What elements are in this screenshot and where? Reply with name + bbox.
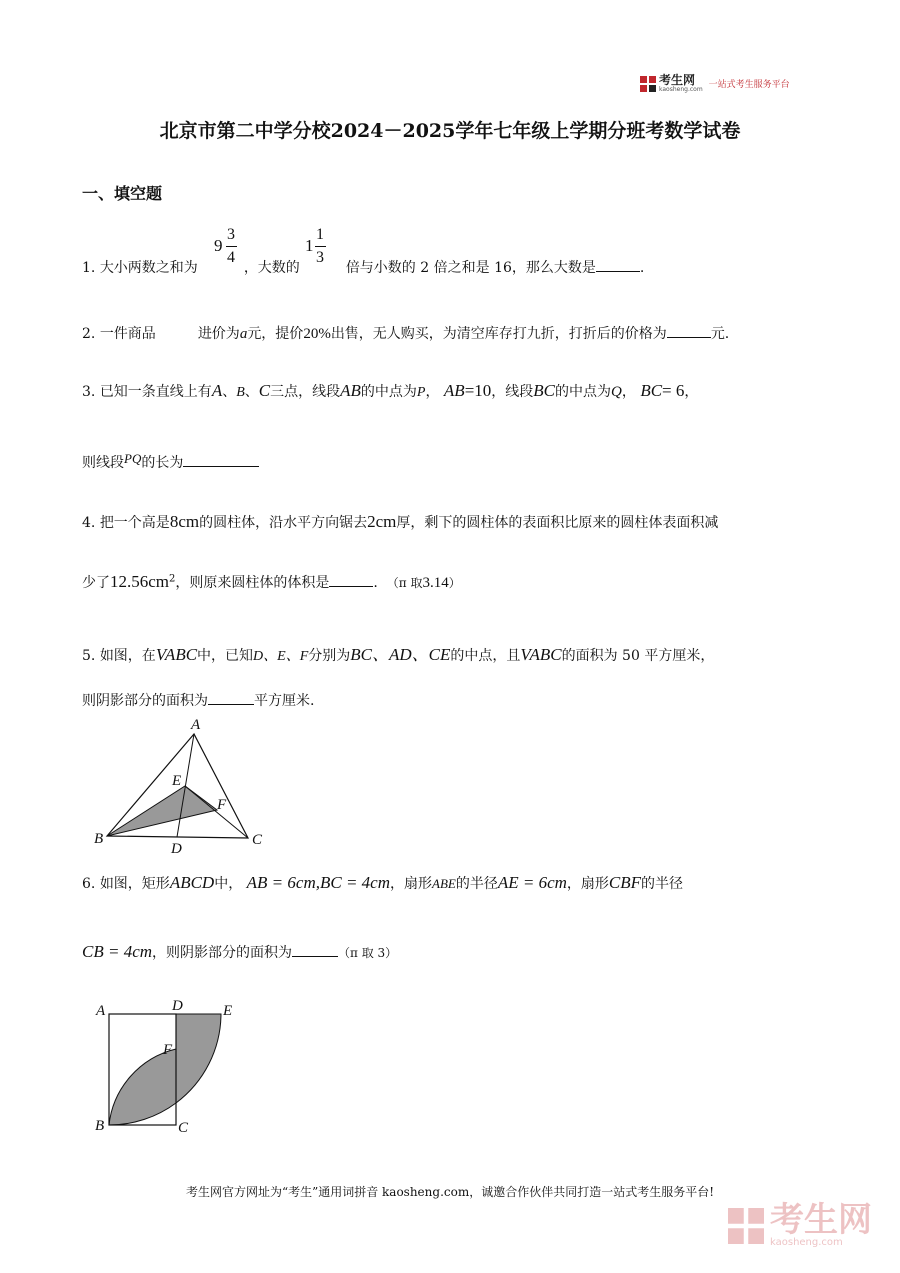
question-5: 5. 如图，在VABC中，已知D、E、F分别为BC、AD、CE的中点，且VABC的面积为 50 平方厘米， <box>82 645 715 664</box>
label-a: A <box>191 717 201 733</box>
label-d: D <box>171 841 182 857</box>
label-c: C <box>252 832 263 848</box>
kaosheng-logo-icon <box>640 76 656 92</box>
fraction-1-whole: 9 <box>214 236 223 255</box>
shaded-region-left <box>109 1049 176 1125</box>
fraction-2-numerator: 1 <box>316 226 324 243</box>
label-b: B <box>94 831 104 847</box>
question-number: 3. <box>82 384 96 400</box>
question-6-line-2: CB = 4cm，则阴影部分的面积为 （π 取 3） <box>82 942 398 961</box>
triangle-figure <box>88 712 278 862</box>
fraction-1-denominator: 4 <box>227 249 235 266</box>
label-a: A <box>96 1003 106 1019</box>
label-e: E <box>223 1003 233 1019</box>
fraction-2-whole: 1 <box>305 236 314 255</box>
label-f: F <box>217 797 227 813</box>
watermark <box>728 1200 872 1248</box>
answer-blank[interactable] <box>183 454 259 467</box>
logo-url: kaosheng.com <box>659 86 703 93</box>
question-number: 6. <box>82 876 96 892</box>
logo-name: 考生网 <box>659 73 696 87</box>
header-logo <box>640 74 790 93</box>
page-title: 北京市第二中学分校2024－2025学年七年级上学期分班考数学试卷 <box>159 120 741 142</box>
watermark-name: 考生网 <box>770 1200 872 1240</box>
question-3: 3. 已知一条直线上有A、B、C三点，线段AB的中点为P， AB=10，线段BC的中点为Q， BC= 6， <box>82 381 699 400</box>
answer-blank[interactable] <box>329 574 373 587</box>
fraction-1-numerator: 3 <box>227 226 235 243</box>
logo-slogan: 一站式考生服务平台 <box>708 80 790 90</box>
footer-text: 考生网官方网址为“考生”通用词拼音 kaosheng.com，诚邀合作伙伴共同打造一站式考生服务平台! <box>185 1185 715 1199</box>
question-text: 一件商品 <box>99 326 156 342</box>
rectangle-sector-figure <box>88 994 248 1144</box>
question-text: 大小两数之和为 <box>99 260 198 276</box>
question-text: ，大数的 <box>243 260 300 276</box>
label-c: C <box>178 1120 189 1136</box>
watermark-url: kaosheng.com <box>770 1237 843 1248</box>
question-6: 6. 如图，矩形ABCD中， AB = 6cm,BC = 4cm，扇形ABE的半径AE = 6cm，扇形CBF的半径 <box>82 873 683 892</box>
label-b: B <box>95 1118 105 1134</box>
kaosheng-watermark-icon <box>728 1208 764 1244</box>
fraction-1-bar <box>226 246 237 247</box>
label-f: F <box>163 1042 173 1058</box>
fraction-2-bar <box>315 246 326 247</box>
label-d: D <box>172 998 183 1014</box>
question-number: 1. <box>82 260 96 276</box>
question-1: 1. 大小两数之和为 ，大数的 倍与小数的 2 倍之和是 16，那么大数是 . <box>82 260 645 276</box>
question-2: 2. 一件商品 进价为a元，提价20%出售，无人购买，为清空库存打九折，打折后的价格为 元. <box>82 326 730 342</box>
question-number: 4. <box>82 515 96 531</box>
question-text: 倍与小数的 2 倍之和是 16，那么大数是 <box>345 260 596 276</box>
question-number: 2. <box>82 326 96 342</box>
section-heading: 一、填空题 <box>82 184 163 203</box>
question-5-line-2: 则阴影部分的面积为 平方厘米. <box>82 693 315 709</box>
fraction-2-denominator: 3 <box>316 249 324 266</box>
shaded-region-right <box>176 1014 221 1103</box>
question-3-line-2: 则线段PQ的长为 <box>82 452 259 472</box>
question-4-line-2: 少了$12.56cm^2$，则原来圆柱体的体积是 . （π 取3.14） <box>82 572 461 591</box>
label-e: E <box>172 773 182 789</box>
answer-blank[interactable] <box>596 259 640 272</box>
answer-blank[interactable] <box>208 692 254 705</box>
answer-blank[interactable] <box>667 325 711 338</box>
question-number: 5. <box>82 648 96 664</box>
answer-blank[interactable] <box>292 944 338 957</box>
question-4: 4. 把一个高是8cm的圆柱体，沿水平方向锯去2cm厚，剩下的圆柱体的表面积比原来的圆柱体表面积减 <box>82 512 719 531</box>
shaded-region <box>107 786 217 836</box>
